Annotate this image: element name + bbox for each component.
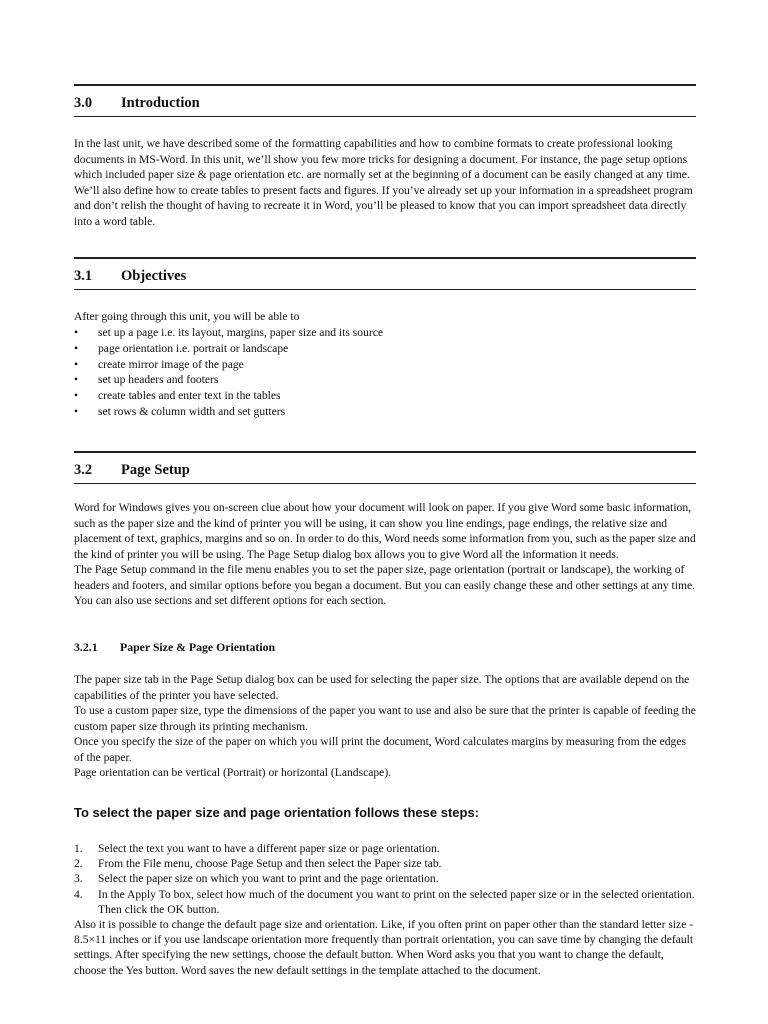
paper-size-text-1: The paper size tab in the Page Setup dialog box can be used for selecting the paper size. The options that are available depend on the capabilities of the printer you have selected.: [74, 673, 690, 702]
list-item: [74, 388, 696, 404]
section-heading-page-setup: [74, 451, 696, 484]
bullet-icon: •: [74, 326, 79, 339]
steps-list: [74, 841, 696, 917]
objectives-lead: [74, 309, 696, 325]
bullet-icon: •: [74, 389, 79, 403]
list-item: [74, 887, 696, 917]
step-text: Select the paper size on which you want to print and the page orientation.: [98, 872, 439, 886]
list-item-text: create tables and enter text in the tables: [98, 389, 281, 403]
list-item-text: set up a page i.e. its layout, margins, paper size and its source: [98, 326, 384, 339]
list-item: [74, 325, 696, 341]
list-item: [74, 404, 696, 420]
list-item: [74, 871, 696, 886]
section-heading-objectives: [74, 257, 696, 290]
paper-size-paragraphs: [74, 672, 696, 781]
list-item-text: set rows & column width and set gutters: [98, 404, 286, 418]
page-setup-text-2: The Page Setup command in the file menu enables you to set the paper size, page orientation (portrait or landscape), the working of headers and footers, and similar options before you began a document. But you can easily change these and other settings at any time. You can also use sections and set different options for each section.: [74, 563, 696, 607]
intro-paragraph: [74, 136, 696, 229]
intro-text: In the last unit, we have described some of the formatting capabilities and how to combine formats to create professional looking documents in MS-Word. In this unit, we’ll show you few more tricks for designing a document. For instance, the page setup options which included paper size & page orientation etc. are normally set at the beginning of a document can be easily changed at any time. We’ll also define how to create tables to present facts and figures. If you’ve already set up your information in a spreadsheet program and don’t relish the thought of having to recreate it in Word, you’ll be pleased to know that you can import spreadsheet data directly into a word table.: [74, 137, 693, 228]
step-text: In the Apply To box, select how much of the document you want to print on the selected paper size or in the selected orientation. Then click the OK button.: [98, 887, 695, 916]
list-item: [74, 841, 696, 856]
section-number: 3.0: [74, 95, 93, 111]
section-number: 3.2: [74, 462, 93, 478]
step-text: From the File menu, choose Page Setup and then select the Paper size tab.: [98, 857, 442, 871]
list-item-text: set up headers and footers: [98, 373, 219, 387]
paper-size-text-3: Once you specify the size of the paper on which you will print the document, Word calculates margins by measuring from the edges of the paper.: [74, 735, 686, 764]
section-heading-introduction: [74, 84, 696, 117]
subsection-title: Paper Size & Page Orientation: [120, 640, 276, 654]
list-item: [74, 856, 696, 871]
list-item: [74, 357, 696, 373]
step-number: 3.: [74, 872, 83, 886]
page-setup-paragraphs: [74, 500, 696, 609]
subsection-number: 3.2.1: [74, 640, 98, 654]
step-number: 1.: [74, 842, 83, 855]
list-item: [74, 372, 696, 388]
section-title: Page Setup: [121, 462, 190, 478]
page-setup-text-1: Word for Windows gives you on-screen clue about how your document will look on paper. If you give Word some basic information, such as the paper size and the kind of printer you will be using, it can show you line endings, page endings, the relative size and placement of text, graphics, margins and so on. In order to do this, Word needs some information from you, such as the paper size and the kind of printer you will be using. The Page Setup dialog box allows you to give Word all the information it needs.: [74, 501, 696, 561]
bullet-icon: •: [74, 341, 79, 355]
list-item-text: page orientation i.e. portrait or landscape: [98, 341, 289, 355]
list-item: [74, 341, 696, 357]
steps-heading: To select the paper size and page orientation follows these steps:: [74, 805, 480, 820]
section-number: 3.1: [74, 268, 93, 284]
bullet-icon: •: [74, 357, 79, 371]
step-number: 4.: [74, 887, 83, 901]
section-title: Introduction: [121, 95, 200, 111]
section-title: Objectives: [121, 268, 187, 284]
paper-size-text-2: To use a custom paper size, type the dimensions of the paper you want to use and also be sure that the printer is capable of feeding the custom paper size through its printing mechanism.: [74, 704, 696, 733]
steps-closing-text: Also it is possible to change the default page size and orientation. Like, if you often print on paper other than the standard letter size - 8.5×11 inches or if you use landscape orientation more frequently than portrait orientation, you can save time by changing the default settings. After specifying the new settings, choose the default button. When Word asks you that you want to change the default, choose the Yes button. Word saves the new default settings in the template attached to the document.: [74, 918, 694, 977]
list-item-text: create mirror image of the page: [98, 357, 244, 371]
bullet-icon: •: [74, 373, 79, 387]
objectives-list: [74, 325, 696, 420]
objectives-lead-text: After going through this unit, you will be able to: [74, 310, 300, 323]
bullet-icon: •: [74, 404, 79, 418]
step-text: Select the text you want to have a different paper size or page orientation.: [98, 842, 440, 855]
steps-closing-paragraph: [74, 917, 696, 978]
paper-size-text-4: Page orientation can be vertical (Portrait) or horizontal (Landscape).: [74, 766, 392, 779]
step-number: 2.: [74, 857, 83, 871]
